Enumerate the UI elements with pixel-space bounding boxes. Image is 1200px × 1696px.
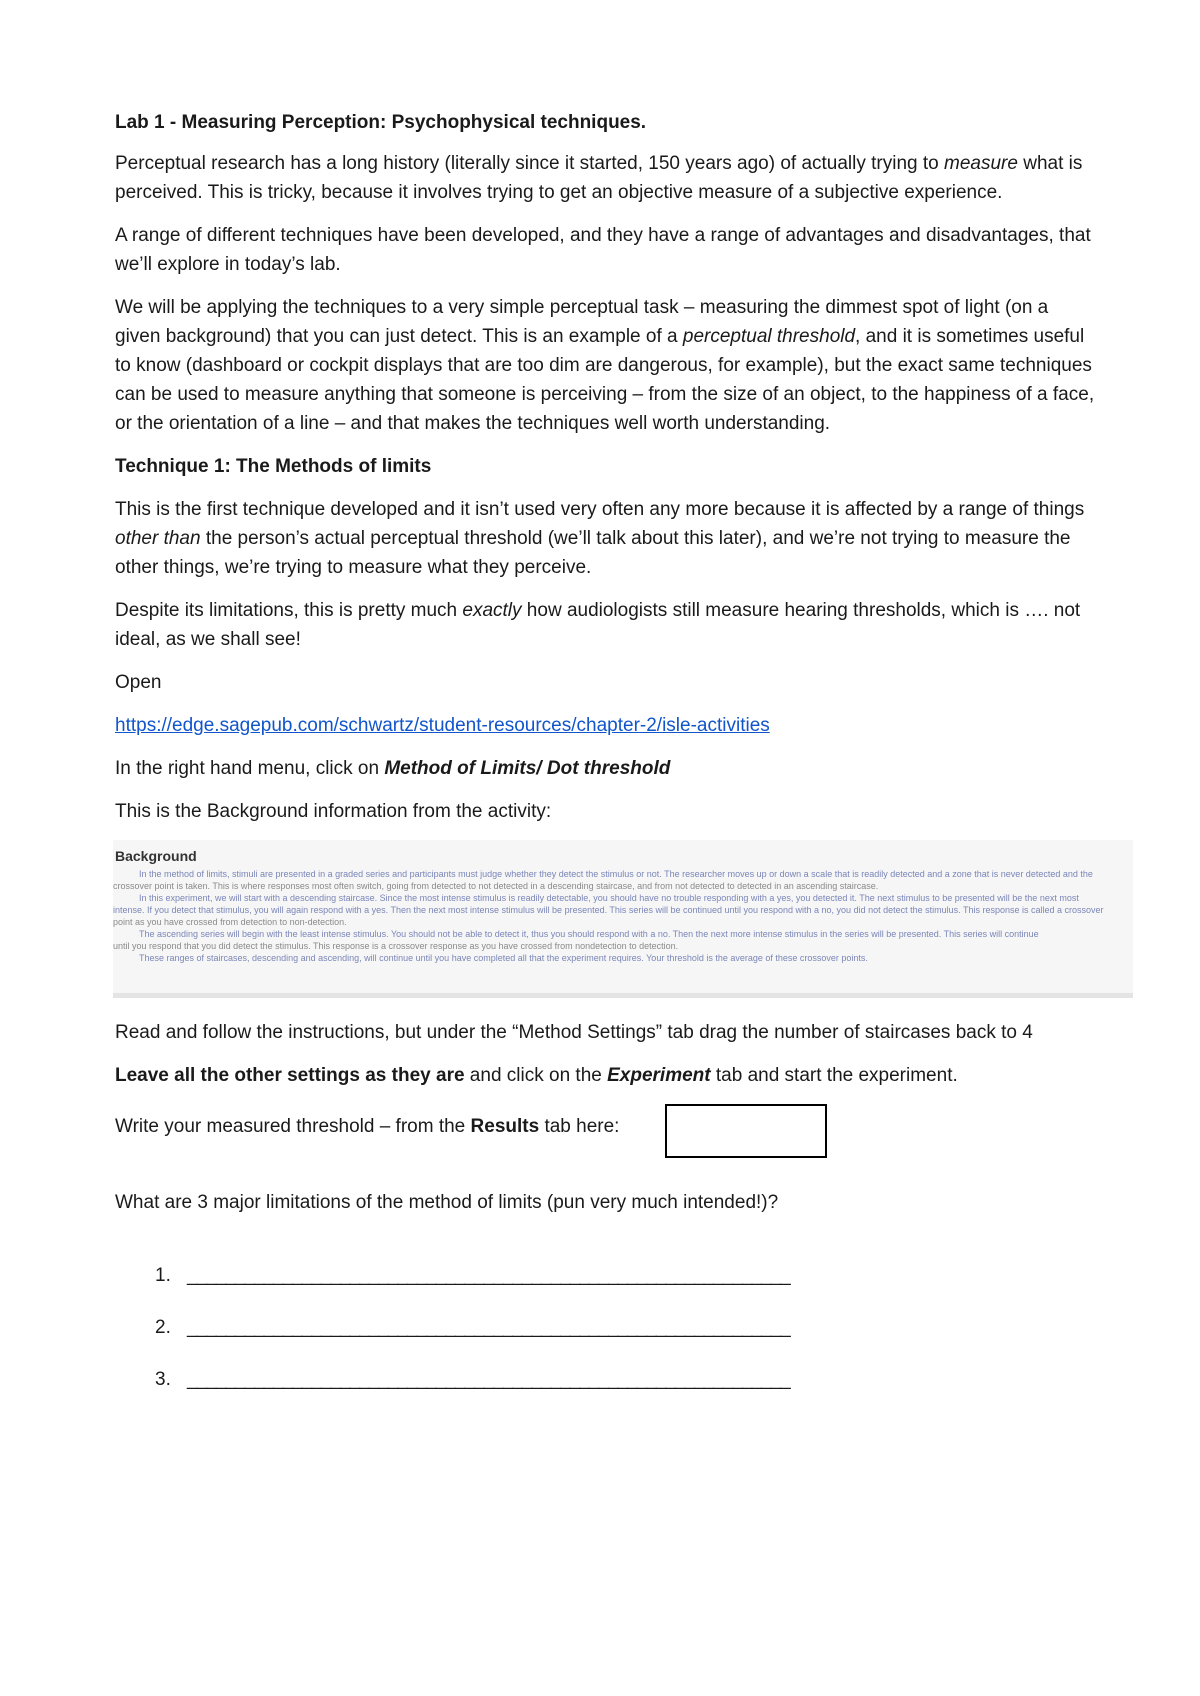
read-follow-instruction: Read and follow the instructions, but under the “Method Settings” tab drag the number of staircases back to 4 xyxy=(115,1022,1033,1043)
answer-line xyxy=(115,1261,1095,1313)
answer-blank[interactable]: _______________________________________________________________ xyxy=(187,1369,790,1390)
body-text: the person’s actual perceptual threshold (we’ll talk about this later), and we’re not trying to measure the other things, we’re trying to measure what they perceive. xyxy=(115,528,1071,578)
intro-text: Perceptual research has a long history (literally since it started, 150 years ago) of actually trying to xyxy=(115,153,945,174)
background-line: The ascending series will begin with the least intense stimulus. You should not be able to detect it, thus you should respond with a no. Then the next more intense stimulus in the series will be presented. This series will continue xyxy=(139,929,1039,939)
technique-paragraph-2 xyxy=(115,596,1095,654)
background-line: point as you have crossed from detection to non-detection. xyxy=(113,917,347,927)
menu-instruction xyxy=(115,754,1095,783)
open-label: Open xyxy=(115,672,162,693)
intro-paragraph-2: A range of different techniques have been developed, and they have a range of advantages and disadvantages, that we’ll explore in today’s lab. xyxy=(115,225,1091,275)
background-heading: Background xyxy=(115,848,197,864)
body-text: tab here: xyxy=(539,1116,620,1137)
body-text: tab and start the experiment. xyxy=(710,1065,958,1086)
answer-blank[interactable]: _______________________________________________________________ xyxy=(187,1265,790,1286)
background-line: crossover point is taken. This is where responses most often switch, going from detected to not detected in a descending staircase, and from not detected to detected in an ascending staircase. xyxy=(113,881,879,891)
emphasis-exactly: exactly xyxy=(462,600,522,621)
threshold-answer-box[interactable] xyxy=(665,1104,827,1158)
document-page xyxy=(113,108,1104,1417)
intro-paragraph-1 xyxy=(115,149,1095,207)
answer-number: 1. xyxy=(155,1265,171,1286)
limitations-question: What are 3 major limitations of the method of limits (pun very much intended!)? xyxy=(115,1192,779,1213)
intro-text: , and it is sometimes useful to know (dashboard or cockpit displays that are too dim are dangerous, for example), but the exact same techniques can be used to measure anything that someone is perceiving – from the size of an object, to the happiness of a face, or the orientation of a line – and that makes the techniques well worth understanding. xyxy=(115,326,1095,434)
body-text: and click on the xyxy=(464,1065,608,1086)
answer-blank[interactable]: _______________________________________________________________ xyxy=(187,1317,790,1338)
link-paragraph xyxy=(115,711,1095,740)
background-line: until you respond that you did detect the stimulus. This response is a crossover response as you have crossed from nondetection to detection. xyxy=(113,941,679,951)
body-text: Write your measured threshold – from the xyxy=(115,1116,471,1137)
answer-list xyxy=(115,1261,1095,1417)
menu-item-name: Method of Limits/ Dot threshold xyxy=(384,758,671,779)
activities-link[interactable]: https://edge.sagepub.com/schwartz/student-resources/chapter-2/isle-activities xyxy=(115,715,770,736)
background-line: intense. If you detect that stimulus, you will again respond with a yes. Then the next most intense stimulus will be presented. This series will be continued until you respond with a no, you did not detect the stimulus. This response is called a crossover xyxy=(113,905,1104,915)
bold-text: Leave all the other settings as they are xyxy=(115,1065,465,1086)
body-text: Despite its limitations, this is pretty much xyxy=(115,600,463,621)
background-screenshot xyxy=(113,840,1133,998)
answer-line xyxy=(115,1313,1095,1365)
answer-number: 3. xyxy=(155,1369,171,1390)
emphasis-other-than: other than xyxy=(115,528,201,549)
answer-line xyxy=(115,1365,1095,1417)
threshold-label xyxy=(115,1112,619,1141)
leave-settings-instruction xyxy=(115,1061,1095,1090)
background-line: These ranges of staircases, descending and ascending, will continue until you have completed all that the experiment requires. Your threshold is the average of these crossover points. xyxy=(139,953,868,963)
background-line: In the method of limits, stimuli are presented in a graded series and participants must judge whether they detect the stimulus or not. The researcher moves up or down a scale that is readily detected and a zone that is never detected and the xyxy=(139,869,1093,879)
threshold-row xyxy=(115,1104,1095,1160)
intro-text: what is perceived. This is tricky, because it involves trying to get an objective measure of a subjective experience. xyxy=(115,153,1083,203)
body-text: In the right hand menu, click on xyxy=(115,758,385,779)
emphasis-measure: measure xyxy=(944,153,1018,174)
intro-paragraph-3 xyxy=(115,293,1095,438)
results-tab-name: Results xyxy=(470,1116,540,1137)
document-title: Lab 1 - Measuring Perception: Psychophysical techniques. xyxy=(115,112,647,133)
background-intro: This is the Background information from the activity: xyxy=(115,801,552,822)
intro-text: We will be applying the techniques to a very simple perceptual task – measuring the dimmest spot of light (on a given background) that you can just detect. This is an example of a xyxy=(115,297,1049,347)
experiment-tab-name: Experiment xyxy=(607,1065,711,1086)
background-line: In this experiment, we will start with a descending staircase. Since the most intense stimulus is readily detectable, you should have no trouble responding with a yes, you detected it. The next stimulus to be presented will be the next most xyxy=(139,893,1079,903)
technique-paragraph-1 xyxy=(115,495,1095,582)
answer-number: 2. xyxy=(155,1317,171,1338)
body-text: how audiologists still measure hearing thresholds, which is …. not ideal, as we shall see! xyxy=(115,600,1081,650)
emphasis-perceptual-threshold: perceptual threshold xyxy=(682,326,856,347)
body-text: This is the first technique developed and it isn’t used very often any more because it is affected by a range of things xyxy=(115,499,1085,520)
technique-heading: Technique 1: The Methods of limits xyxy=(115,456,432,477)
